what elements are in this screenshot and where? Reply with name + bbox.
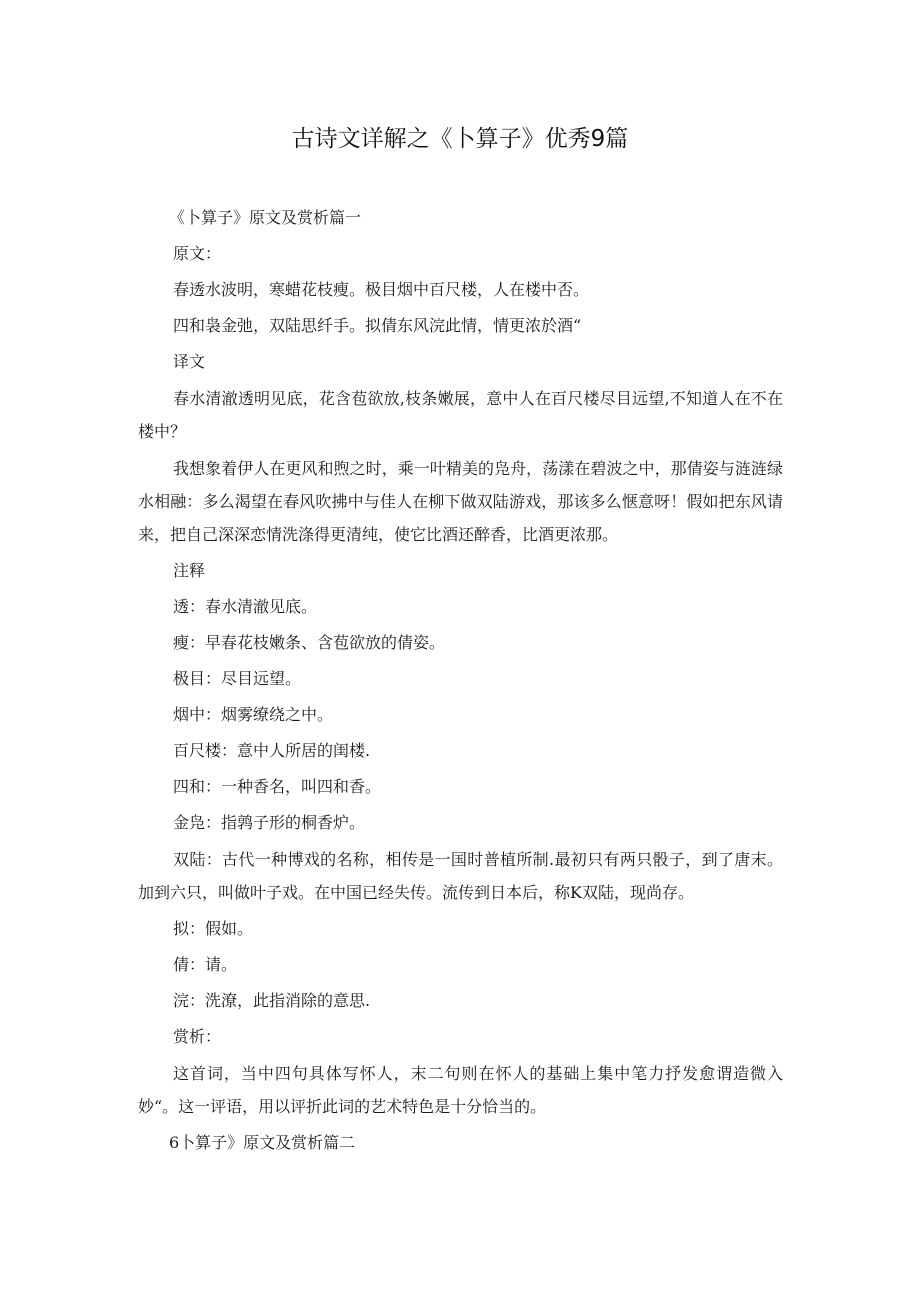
- translation-paragraph-2: 我想象着伊人在更风和煦之时，乘一叶精美的凫舟，荡漾在碧波之中，那倩姿与涟涟绿水相融：多么渴望在春风吹拂中与佳人在柳下做双陆游戏，那该多么惬意呀！假如把东风请来，把自己深深恋情洗涤得更清纯，使它比酒还醉香，比酒更浓那。: [138, 459, 783, 544]
- note-item: 双陆：古代一种博戏的名称，相传是一国时普植所制.最初只有两只骰子，到了唐末。加到六只，叫做叶子戏。在中国已经失传。流传到日本后，称K双陆，现尚存。: [138, 850, 783, 902]
- section-1-heading: 《卜算子》原文及赏析篇一: [169, 208, 362, 227]
- note-item: 烟中：烟雾缭绕之中。: [173, 705, 334, 724]
- section-2-heading: 6卜算子》原文及赏析篇二: [169, 1133, 356, 1152]
- note-item: 金凫：指鹑子形的桐香炉。: [173, 813, 366, 832]
- translation-label: 译文: [173, 352, 206, 371]
- notes-label: 注释: [173, 561, 206, 580]
- original-line-1: 春透水波明，寒蜡花枝瘦。极目烟中百尺楼，人在楼中否。: [173, 280, 590, 299]
- note-item: 百尺楼：意中人所居的闺楼.: [173, 741, 371, 760]
- note-item: 透：春水清澈见底。: [173, 597, 318, 616]
- note-item: 极目：尽目远望。: [173, 669, 302, 688]
- appreciation-paragraph: 这首词，当中四句具体写怀人，末二句则在怀人的基础上集中笔力抒发愈谓造微入妙“。这一评语，用以评折此词的艺术特色是十分恰当的。: [138, 1064, 783, 1116]
- note-item: 四和：一种香名，叫四和香。: [173, 777, 382, 796]
- document-title: 古诗文详解之《卜算子》优秀9篇: [291, 126, 629, 152]
- appreciation-label: 赏析：: [173, 1027, 222, 1046]
- note-item: 浣：洗潦，此指消除的意思.: [173, 991, 371, 1010]
- original-line-2: 四和袅金弛，双陆思纤手。拟倩东风浣此情，情更浓於酒“: [173, 316, 582, 335]
- document-body: [138, 200, 783, 1161]
- original-label: 原文：: [173, 244, 222, 263]
- note-item: 倩：请。: [173, 955, 238, 974]
- translation-paragraph-1: 春水清澈透明见底，花含苞欲放,枝条嫩展，意中人在百尺楼尽目远望,不知道人在不在楼中？: [138, 389, 783, 441]
- note-item: 瘦：早春花枝嫩条、含苞欲放的倩姿。: [173, 633, 446, 652]
- note-item: 拟：假如。: [173, 919, 254, 938]
